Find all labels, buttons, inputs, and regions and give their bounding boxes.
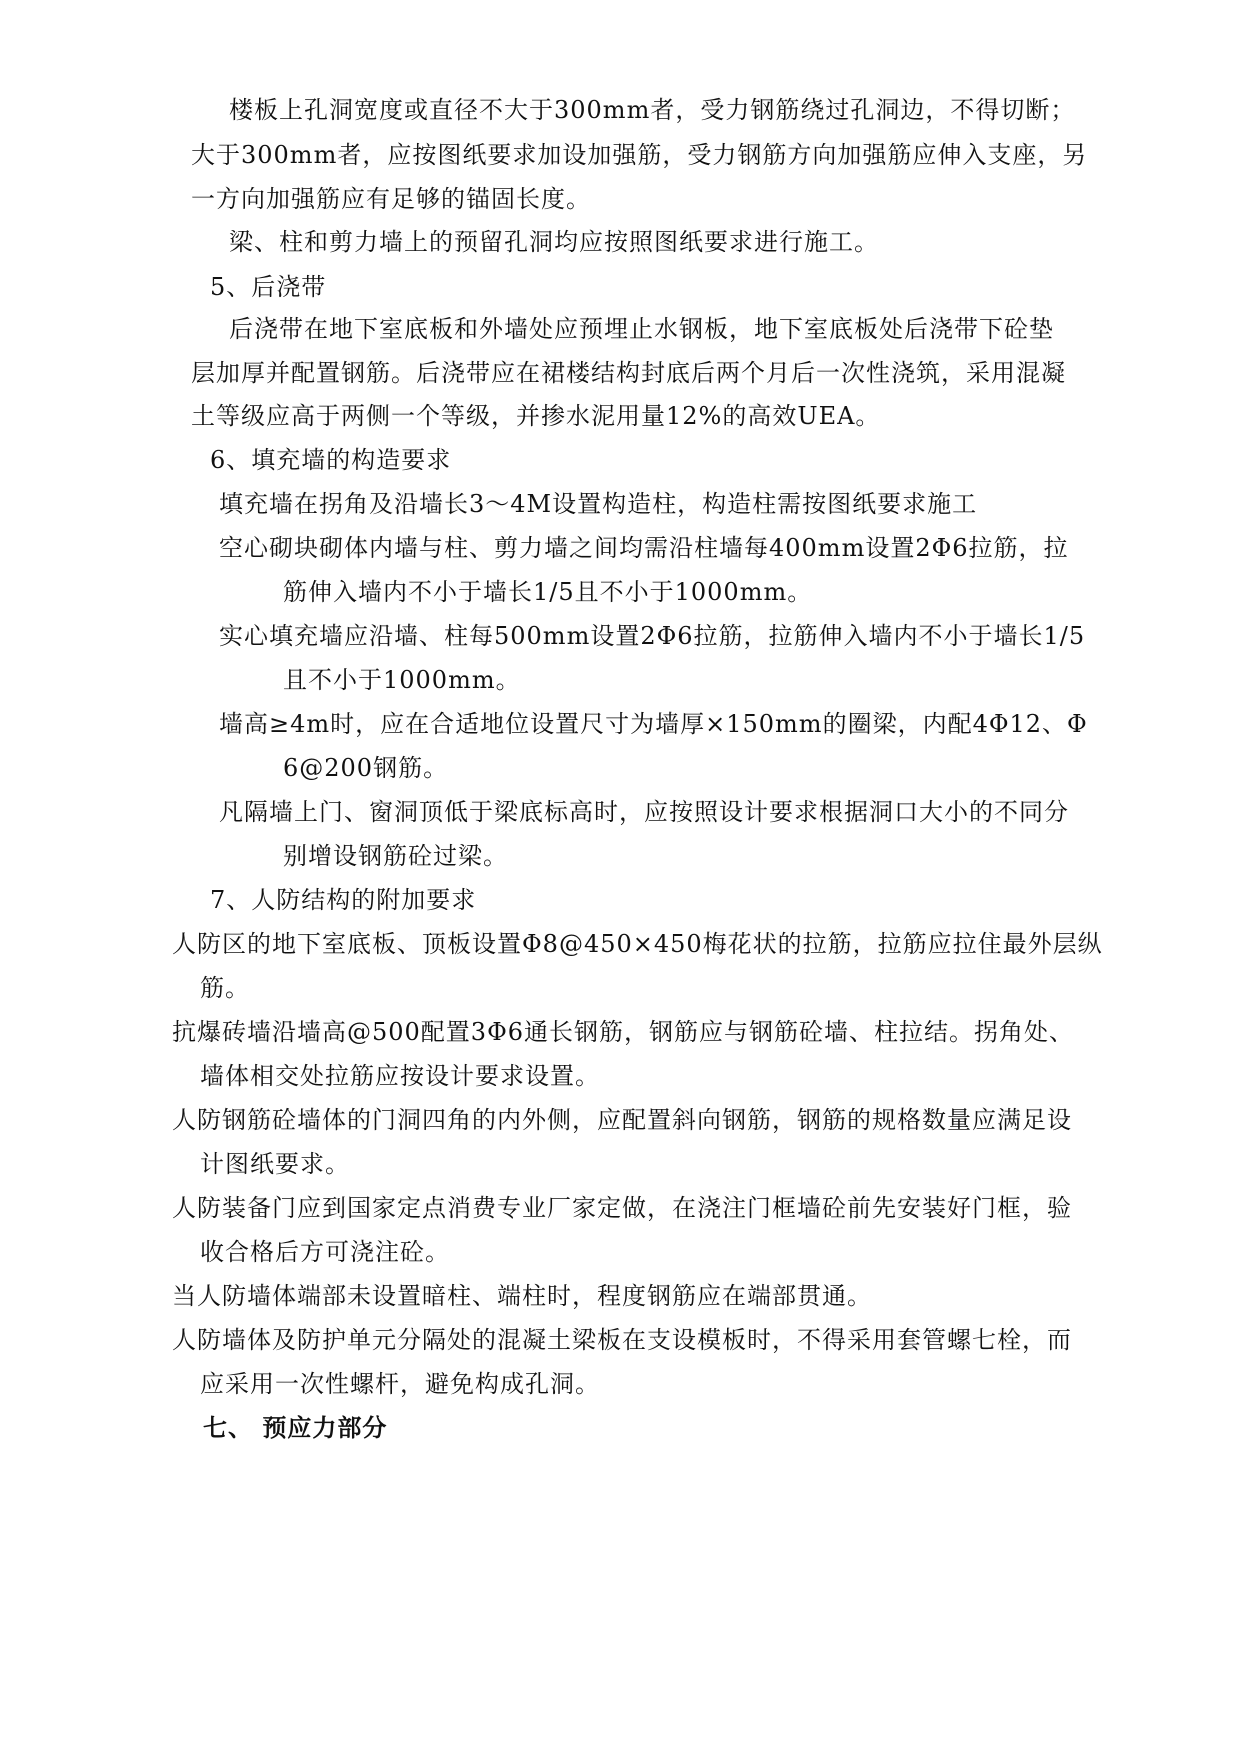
text-line: 计图纸要求。 bbox=[200, 1150, 350, 1178]
text-line: 楼板上孔洞宽度或直径不大于300mm者，受力钢筋绕过孔洞边，不得切断； bbox=[229, 96, 1076, 124]
section-heading: 5、后浇带 bbox=[210, 273, 327, 301]
text-line: 凡隔墙上门、窗洞顶低于梁底标高时，应按照设计要求根据洞口大小的不同分 bbox=[219, 798, 1069, 826]
text-line: 人防墙体及防护单元分隔处的混凝土梁板在支设模板时，不得采用套管螺七栓，而 bbox=[172, 1326, 1072, 1354]
text-line: 筋伸入墙内不小于墙长1/5且不小于1000mm。 bbox=[283, 578, 813, 606]
text-line: 后浇带在地下室底板和外墙处应预埋止水钢板，地下室底板处后浇带下砼垫 bbox=[229, 315, 1054, 343]
chapter-heading: 七、 预应力部分 bbox=[203, 1413, 388, 1442]
section-heading: 7、人防结构的附加要求 bbox=[210, 886, 477, 914]
text-line: 当人防墙体端部未设置暗柱、端柱时，程度钢筋应在端部贯通。 bbox=[172, 1282, 872, 1310]
text-line: 人防区的地下室底板、顶板设置Φ8@450×450梅花状的拉筋，拉筋应拉住最外层纵 bbox=[172, 930, 1103, 958]
text-line: 一方向加强筋应有足够的锚固长度。 bbox=[191, 185, 591, 213]
text-line: 应采用一次性螺杆，避免构成孔洞。 bbox=[200, 1370, 600, 1398]
text-line: 空心砌块砌体内墙与柱、剪力墙之间均需沿柱墙每400mm设置2Φ6拉筋，拉 bbox=[219, 534, 1069, 562]
text-line: 收合格后方可浇注砼。 bbox=[200, 1238, 450, 1266]
text-line: 抗爆砖墙沿墙高@500配置3Φ6通长钢筋，钢筋应与钢筋砼墙、柱拉结。拐角处、 bbox=[172, 1018, 1075, 1046]
text-line: 土等级应高于两侧一个等级，并掺水泥用量12%的高效UEA。 bbox=[191, 402, 881, 430]
text-line: 墙体相交处拉筋应按设计要求设置。 bbox=[200, 1062, 600, 1090]
text-line: 别增设钢筋砼过梁。 bbox=[283, 842, 508, 870]
text-line: 层加厚并配置钢筋。后浇带应在裙楼结构封底后两个月后一次性浇筑，采用混凝 bbox=[191, 359, 1066, 387]
section-heading: 6、填充墙的构造要求 bbox=[210, 446, 452, 474]
text-line: 填充墙在拐角及沿墙长3～4M设置构造柱，构造柱需按图纸要求施工 bbox=[219, 490, 978, 518]
text-line: 6@200钢筋。 bbox=[283, 754, 449, 782]
text-line: 筋。 bbox=[200, 974, 250, 1002]
text-line: 墙高≥4m时，应在合适地位设置尺寸为墙厚×150mm的圈梁，内配4Φ12、Φ bbox=[219, 710, 1088, 738]
text-line: 大于300mm者，应按图纸要求加设加强筋，受力钢筋方向加强筋应伸入支座，另 bbox=[191, 141, 1088, 169]
text-line: 人防钢筋砼墙体的门洞四角的内外侧，应配置斜向钢筋，钢筋的规格数量应满足设 bbox=[172, 1106, 1072, 1134]
text-line: 人防装备门应到国家定点消费专业厂家定做，在浇注门框墙砼前先安装好门框，验 bbox=[172, 1194, 1072, 1222]
text-line: 且不小于1000mm。 bbox=[283, 666, 521, 694]
text-line: 实心填充墙应沿墙、柱每500mm设置2Φ6拉筋，拉筋伸入墙内不小于墙长1/5 bbox=[219, 622, 1086, 650]
text-line: 梁、柱和剪力墙上的预留孔洞均应按照图纸要求进行施工。 bbox=[229, 228, 879, 256]
